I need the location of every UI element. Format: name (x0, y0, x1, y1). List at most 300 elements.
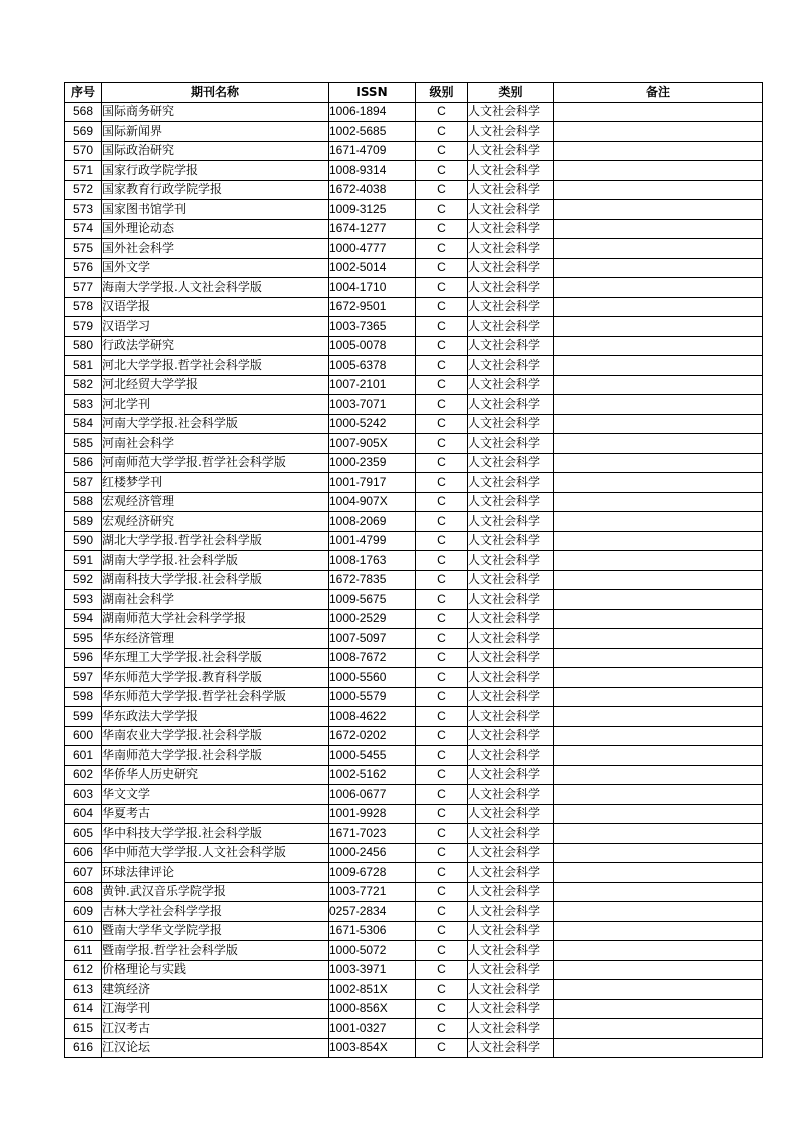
table-row (65, 609, 763, 629)
remarks-cell (554, 512, 763, 532)
category-cell: 人文社会科学 (468, 824, 554, 844)
issn-cell: 1009-3125 (329, 200, 416, 220)
journal-name-cell: 湖南大学学报.社会科学版 (102, 551, 329, 571)
issn-cell: 1001-4799 (329, 531, 416, 551)
table-row (65, 765, 763, 785)
serial-number-cell: 592 (65, 570, 102, 590)
remarks-cell (554, 180, 763, 200)
journal-name-cell: 宏观经济研究 (102, 512, 329, 532)
category-cell: 人文社会科学 (468, 1038, 554, 1058)
table-row (65, 999, 763, 1019)
table-row (65, 239, 763, 259)
serial-number-cell: 586 (65, 453, 102, 473)
header-level: 级别 (416, 83, 468, 103)
journal-name-cell: 河北经贸大学学报 (102, 375, 329, 395)
journal-name-cell: 湖南社会科学 (102, 590, 329, 610)
issn-cell: 1672-4038 (329, 180, 416, 200)
table-row (65, 629, 763, 649)
category-cell: 人文社会科学 (468, 843, 554, 863)
table-row (65, 453, 763, 473)
journal-name-cell: 暨南学报.哲学社会科学版 (102, 941, 329, 961)
level-cell: C (416, 590, 468, 610)
journal-name-cell: 国际政治研究 (102, 141, 329, 161)
category-cell: 人文社会科学 (468, 960, 554, 980)
level-cell: C (416, 921, 468, 941)
header-journal-name: 期刊名称 (102, 83, 329, 103)
journal-table (64, 82, 763, 1058)
serial-number-cell: 587 (65, 473, 102, 493)
serial-number-cell: 588 (65, 492, 102, 512)
journal-name-cell: 国际新闻界 (102, 122, 329, 142)
journal-name-cell: 河北大学学报.哲学社会科学版 (102, 356, 329, 376)
issn-cell: 1672-9501 (329, 297, 416, 317)
table-row (65, 921, 763, 941)
issn-cell: 1003-7365 (329, 317, 416, 337)
table-row (65, 297, 763, 317)
level-cell: C (416, 122, 468, 142)
remarks-cell (554, 648, 763, 668)
journal-name-cell: 国外理论动态 (102, 219, 329, 239)
issn-cell: 1000-5242 (329, 414, 416, 434)
journal-name-cell: 华中师范大学学报.人文社会科学版 (102, 843, 329, 863)
table-row (65, 785, 763, 805)
serial-number-cell: 598 (65, 687, 102, 707)
table-row (65, 317, 763, 337)
level-cell: C (416, 843, 468, 863)
journal-name-cell: 吉林大学社会科学学报 (102, 902, 329, 922)
remarks-cell (554, 434, 763, 454)
serial-number-cell: 578 (65, 297, 102, 317)
serial-number-cell: 593 (65, 590, 102, 610)
serial-number-cell: 585 (65, 434, 102, 454)
remarks-cell (554, 570, 763, 590)
issn-cell: 1000-856X (329, 999, 416, 1019)
table-row (65, 551, 763, 571)
remarks-cell (554, 882, 763, 902)
journal-name-cell: 暨南大学华文学院学报 (102, 921, 329, 941)
issn-cell: 1002-5014 (329, 258, 416, 278)
remarks-cell (554, 687, 763, 707)
remarks-cell (554, 960, 763, 980)
remarks-cell (554, 336, 763, 356)
journal-name-cell: 国际商务研究 (102, 102, 329, 122)
serial-number-cell: 569 (65, 122, 102, 142)
category-cell: 人文社会科学 (468, 707, 554, 727)
serial-number-cell: 573 (65, 200, 102, 220)
remarks-cell (554, 765, 763, 785)
journal-name-cell: 江汉论坛 (102, 1038, 329, 1058)
issn-cell: 1000-2529 (329, 609, 416, 629)
journal-name-cell: 国家行政学院学报 (102, 161, 329, 181)
category-cell: 人文社会科学 (468, 590, 554, 610)
remarks-cell (554, 161, 763, 181)
issn-cell: 0257-2834 (329, 902, 416, 922)
remarks-cell (554, 317, 763, 337)
issn-cell: 1007-2101 (329, 375, 416, 395)
journal-name-cell: 华东师范大学学报.教育科学版 (102, 668, 329, 688)
category-cell: 人文社会科学 (468, 512, 554, 532)
level-cell: C (416, 629, 468, 649)
category-cell: 人文社会科学 (468, 648, 554, 668)
issn-cell: 1000-2456 (329, 843, 416, 863)
remarks-cell (554, 239, 763, 259)
issn-cell: 1006-0677 (329, 785, 416, 805)
category-cell: 人文社会科学 (468, 551, 554, 571)
issn-cell: 1003-854X (329, 1038, 416, 1058)
issn-cell: 1000-5072 (329, 941, 416, 961)
journal-name-cell: 湖南师范大学社会科学学报 (102, 609, 329, 629)
serial-number-cell: 591 (65, 551, 102, 571)
level-cell: C (416, 804, 468, 824)
category-cell: 人文社会科学 (468, 258, 554, 278)
journal-name-cell: 华侨华人历史研究 (102, 765, 329, 785)
table-row (65, 882, 763, 902)
issn-cell: 1003-3971 (329, 960, 416, 980)
level-cell: C (416, 434, 468, 454)
issn-cell: 1001-7917 (329, 473, 416, 493)
level-cell: C (416, 219, 468, 239)
remarks-cell (554, 219, 763, 239)
table-row (65, 512, 763, 532)
level-cell: C (416, 765, 468, 785)
remarks-cell (554, 375, 763, 395)
category-cell: 人文社会科学 (468, 414, 554, 434)
remarks-cell (554, 473, 763, 493)
category-cell: 人文社会科学 (468, 492, 554, 512)
remarks-cell (554, 707, 763, 727)
level-cell: C (416, 648, 468, 668)
serial-number-cell: 594 (65, 609, 102, 629)
journal-name-cell: 华文文学 (102, 785, 329, 805)
table-row (65, 395, 763, 415)
category-cell: 人文社会科学 (468, 668, 554, 688)
table-row (65, 375, 763, 395)
table-row (65, 1019, 763, 1039)
serial-number-cell: 576 (65, 258, 102, 278)
level-cell: C (416, 570, 468, 590)
issn-cell: 1002-5162 (329, 765, 416, 785)
level-cell: C (416, 492, 468, 512)
header-issn: ISSN (329, 83, 416, 103)
table-row (65, 336, 763, 356)
table-row (65, 531, 763, 551)
level-cell: C (416, 1038, 468, 1058)
serial-number-cell: 570 (65, 141, 102, 161)
serial-number-cell: 595 (65, 629, 102, 649)
issn-cell: 1000-5455 (329, 746, 416, 766)
journal-name-cell: 华东经济管理 (102, 629, 329, 649)
category-cell: 人文社会科学 (468, 434, 554, 454)
remarks-cell (554, 746, 763, 766)
remarks-cell (554, 726, 763, 746)
issn-cell: 1009-5675 (329, 590, 416, 610)
category-cell: 人文社会科学 (468, 765, 554, 785)
category-cell: 人文社会科学 (468, 278, 554, 298)
category-cell: 人文社会科学 (468, 804, 554, 824)
remarks-cell (554, 824, 763, 844)
level-cell: C (416, 785, 468, 805)
table-row (65, 843, 763, 863)
level-cell: C (416, 999, 468, 1019)
category-cell: 人文社会科学 (468, 375, 554, 395)
category-cell: 人文社会科学 (468, 473, 554, 493)
journal-name-cell: 湖北大学学报.哲学社会科学版 (102, 531, 329, 551)
journal-name-cell: 华东理工大学学报.社会科学版 (102, 648, 329, 668)
journal-name-cell: 红楼梦学刊 (102, 473, 329, 493)
table-row (65, 902, 763, 922)
serial-number-cell: 609 (65, 902, 102, 922)
serial-number-cell: 600 (65, 726, 102, 746)
table-row (65, 141, 763, 161)
category-cell: 人文社会科学 (468, 941, 554, 961)
category-cell: 人文社会科学 (468, 297, 554, 317)
journal-name-cell: 江汉考古 (102, 1019, 329, 1039)
table-row (65, 746, 763, 766)
level-cell: C (416, 980, 468, 1000)
remarks-cell (554, 590, 763, 610)
issn-cell: 1003-7721 (329, 882, 416, 902)
level-cell: C (416, 473, 468, 493)
issn-cell: 1000-5579 (329, 687, 416, 707)
journal-name-cell: 华中科技大学学报.社会科学版 (102, 824, 329, 844)
table-row (65, 960, 763, 980)
serial-number-cell: 599 (65, 707, 102, 727)
serial-number-cell: 615 (65, 1019, 102, 1039)
issn-cell: 1000-4777 (329, 239, 416, 259)
category-cell: 人文社会科学 (468, 980, 554, 1000)
serial-number-cell: 601 (65, 746, 102, 766)
issn-cell: 1671-4709 (329, 141, 416, 161)
category-cell: 人文社会科学 (468, 395, 554, 415)
level-cell: C (416, 824, 468, 844)
level-cell: C (416, 453, 468, 473)
category-cell: 人文社会科学 (468, 219, 554, 239)
serial-number-cell: 611 (65, 941, 102, 961)
issn-cell: 1008-4622 (329, 707, 416, 727)
issn-cell: 1006-1894 (329, 102, 416, 122)
table-row (65, 824, 763, 844)
level-cell: C (416, 960, 468, 980)
remarks-cell (554, 551, 763, 571)
category-cell: 人文社会科学 (468, 531, 554, 551)
remarks-cell (554, 453, 763, 473)
issn-cell: 1004-907X (329, 492, 416, 512)
remarks-cell (554, 999, 763, 1019)
journal-name-cell: 国家图书馆学刊 (102, 200, 329, 220)
issn-cell: 1671-5306 (329, 921, 416, 941)
remarks-cell (554, 102, 763, 122)
table-row (65, 707, 763, 727)
category-cell: 人文社会科学 (468, 122, 554, 142)
level-cell: C (416, 726, 468, 746)
remarks-cell (554, 863, 763, 883)
category-cell: 人文社会科学 (468, 239, 554, 259)
remarks-cell (554, 843, 763, 863)
issn-cell: 1007-905X (329, 434, 416, 454)
serial-number-cell: 608 (65, 882, 102, 902)
journal-name-cell: 价格理论与实践 (102, 960, 329, 980)
remarks-cell (554, 414, 763, 434)
level-cell: C (416, 200, 468, 220)
level-cell: C (416, 746, 468, 766)
level-cell: C (416, 161, 468, 181)
level-cell: C (416, 141, 468, 161)
level-cell: C (416, 707, 468, 727)
header-row (65, 83, 763, 103)
issn-cell: 1002-5685 (329, 122, 416, 142)
level-cell: C (416, 297, 468, 317)
journal-name-cell: 汉语学习 (102, 317, 329, 337)
level-cell: C (416, 258, 468, 278)
issn-cell: 1671-7023 (329, 824, 416, 844)
issn-cell: 1003-7071 (329, 395, 416, 415)
table-row (65, 122, 763, 142)
remarks-cell (554, 668, 763, 688)
category-cell: 人文社会科学 (468, 882, 554, 902)
level-cell: C (416, 863, 468, 883)
level-cell: C (416, 239, 468, 259)
issn-cell: 1674-1277 (329, 219, 416, 239)
table-row (65, 590, 763, 610)
table-row (65, 219, 763, 239)
journal-name-cell: 环球法律评论 (102, 863, 329, 883)
remarks-cell (554, 1019, 763, 1039)
table-row (65, 1038, 763, 1058)
serial-number-cell: 590 (65, 531, 102, 551)
level-cell: C (416, 609, 468, 629)
remarks-cell (554, 258, 763, 278)
level-cell: C (416, 551, 468, 571)
category-cell: 人文社会科学 (468, 999, 554, 1019)
category-cell: 人文社会科学 (468, 609, 554, 629)
journal-name-cell: 江海学刊 (102, 999, 329, 1019)
level-cell: C (416, 395, 468, 415)
table-row (65, 980, 763, 1000)
table-row (65, 414, 763, 434)
serial-number-cell: 571 (65, 161, 102, 181)
table-row (65, 258, 763, 278)
issn-cell: 1007-5097 (329, 629, 416, 649)
level-cell: C (416, 180, 468, 200)
serial-number-cell: 575 (65, 239, 102, 259)
issn-cell: 1001-0327 (329, 1019, 416, 1039)
remarks-cell (554, 492, 763, 512)
category-cell: 人文社会科学 (468, 453, 554, 473)
serial-number-cell: 606 (65, 843, 102, 863)
journal-name-cell: 湖南科技大学学报.社会科学版 (102, 570, 329, 590)
category-cell: 人文社会科学 (468, 902, 554, 922)
journal-name-cell: 河南社会科学 (102, 434, 329, 454)
level-cell: C (416, 278, 468, 298)
journal-name-cell: 华夏考古 (102, 804, 329, 824)
journal-name-cell: 行政法学研究 (102, 336, 329, 356)
level-cell: C (416, 1019, 468, 1039)
remarks-cell (554, 297, 763, 317)
table-row (65, 648, 763, 668)
journal-name-cell: 国家教育行政学院学报 (102, 180, 329, 200)
table-row (65, 941, 763, 961)
issn-cell: 1000-5560 (329, 668, 416, 688)
serial-number-cell: 574 (65, 219, 102, 239)
journal-name-cell: 华东师范大学学报.哲学社会科学版 (102, 687, 329, 707)
remarks-cell (554, 395, 763, 415)
journal-name-cell: 华南农业大学学报.社会科学版 (102, 726, 329, 746)
category-cell: 人文社会科学 (468, 570, 554, 590)
serial-number-cell: 581 (65, 356, 102, 376)
serial-number-cell: 612 (65, 960, 102, 980)
issn-cell: 1002-851X (329, 980, 416, 1000)
serial-number-cell: 613 (65, 980, 102, 1000)
remarks-cell (554, 122, 763, 142)
category-cell: 人文社会科学 (468, 687, 554, 707)
remarks-cell (554, 785, 763, 805)
remarks-cell (554, 629, 763, 649)
table-row (65, 863, 763, 883)
category-cell: 人文社会科学 (468, 863, 554, 883)
journal-name-cell: 黄钟.武汉音乐学院学报 (102, 882, 329, 902)
level-cell: C (416, 336, 468, 356)
category-cell: 人文社会科学 (468, 317, 554, 337)
table-row (65, 356, 763, 376)
issn-cell: 1008-9314 (329, 161, 416, 181)
issn-cell: 1005-0078 (329, 336, 416, 356)
remarks-cell (554, 609, 763, 629)
category-cell: 人文社会科学 (468, 1019, 554, 1039)
level-cell: C (416, 414, 468, 434)
category-cell: 人文社会科学 (468, 746, 554, 766)
issn-cell: 1004-1710 (329, 278, 416, 298)
table-row (65, 102, 763, 122)
table-row (65, 161, 763, 181)
category-cell: 人文社会科学 (468, 141, 554, 161)
serial-number-cell: 597 (65, 668, 102, 688)
serial-number-cell: 579 (65, 317, 102, 337)
journal-name-cell: 海南大学学报.人文社会科学版 (102, 278, 329, 298)
level-cell: C (416, 687, 468, 707)
level-cell: C (416, 375, 468, 395)
level-cell: C (416, 531, 468, 551)
serial-number-cell: 584 (65, 414, 102, 434)
remarks-cell (554, 980, 763, 1000)
journal-name-cell: 河南师范大学学报.哲学社会科学版 (102, 453, 329, 473)
remarks-cell (554, 941, 763, 961)
remarks-cell (554, 921, 763, 941)
serial-number-cell: 614 (65, 999, 102, 1019)
journal-name-cell: 华东政法大学学报 (102, 707, 329, 727)
remarks-cell (554, 531, 763, 551)
category-cell: 人文社会科学 (468, 356, 554, 376)
level-cell: C (416, 317, 468, 337)
serial-number-cell: 580 (65, 336, 102, 356)
table-row (65, 200, 763, 220)
journal-name-cell: 宏观经济管理 (102, 492, 329, 512)
header-remarks: 备注 (554, 83, 763, 103)
serial-number-cell: 610 (65, 921, 102, 941)
table-row (65, 570, 763, 590)
serial-number-cell: 583 (65, 395, 102, 415)
issn-cell: 1008-2069 (329, 512, 416, 532)
remarks-cell (554, 804, 763, 824)
table-row (65, 180, 763, 200)
serial-number-cell: 603 (65, 785, 102, 805)
journal-name-cell: 河北学刊 (102, 395, 329, 415)
table-row (65, 804, 763, 824)
table-row (65, 278, 763, 298)
issn-cell: 1008-1763 (329, 551, 416, 571)
journal-name-cell: 国外社会科学 (102, 239, 329, 259)
issn-cell: 1672-7835 (329, 570, 416, 590)
category-cell: 人文社会科学 (468, 785, 554, 805)
